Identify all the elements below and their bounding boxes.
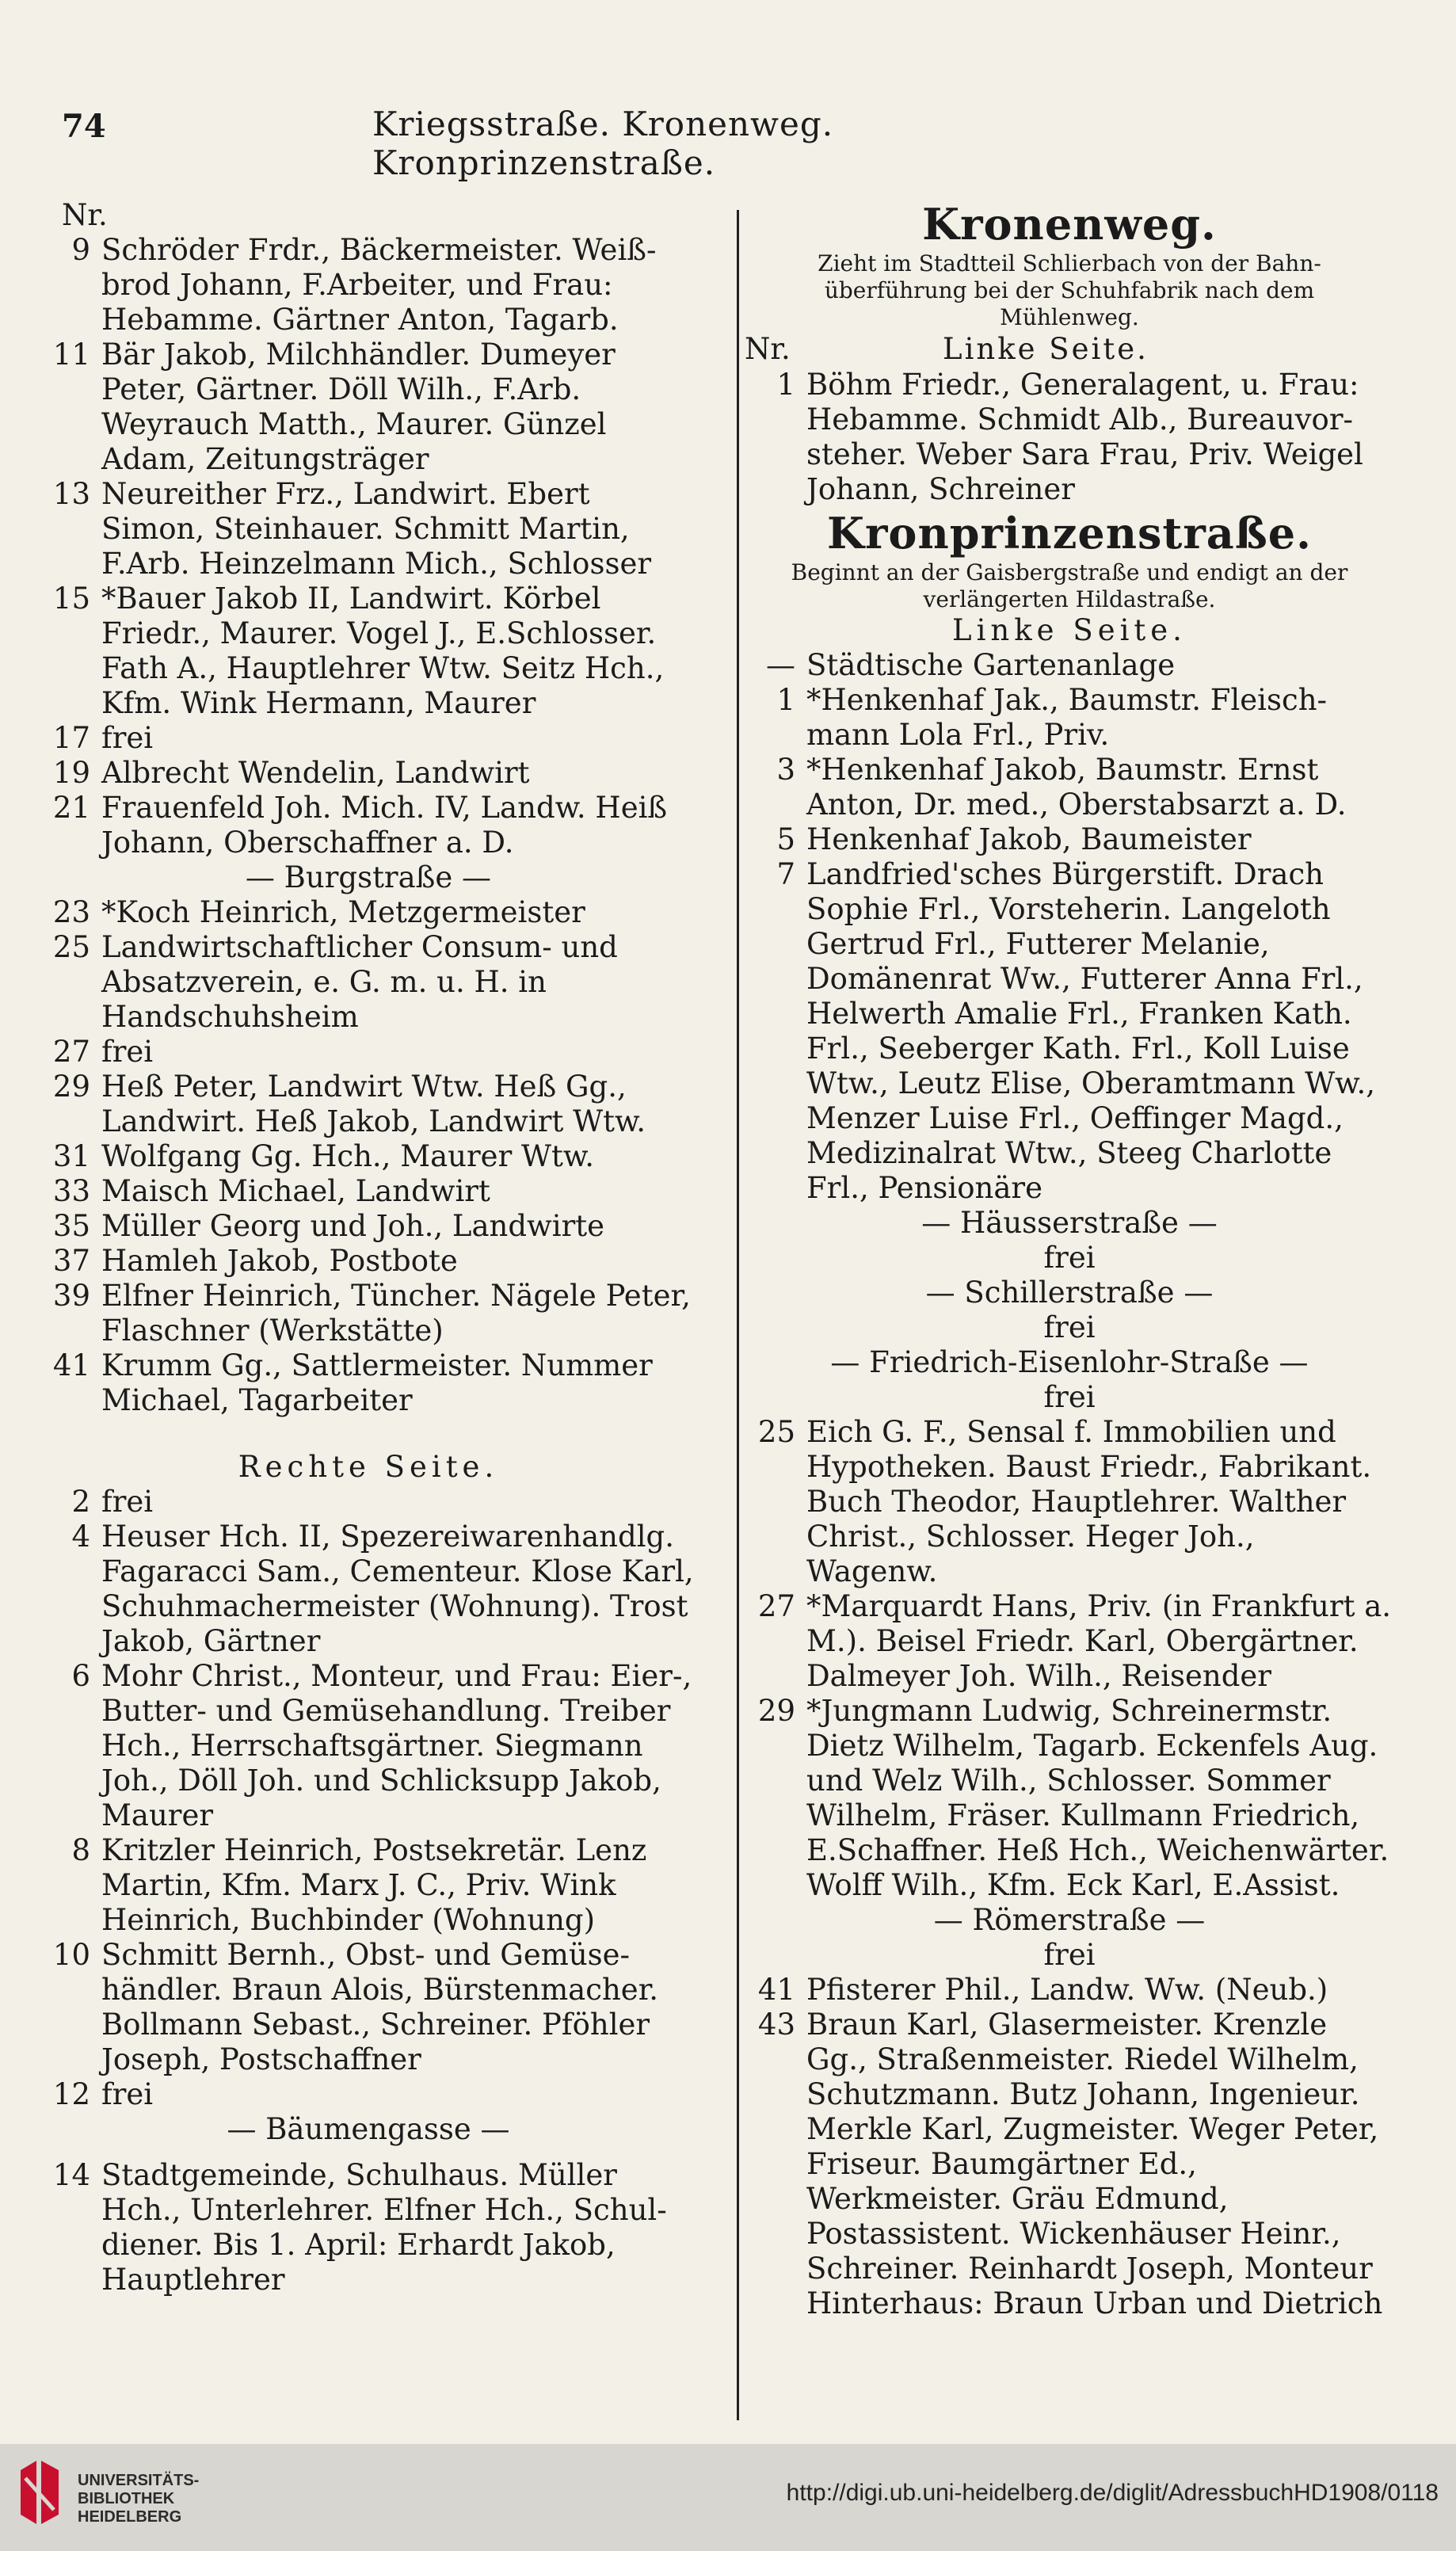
resident-text: Krumm Gg., Sattlermeister. Nummer Michael, Tagarbeiter xyxy=(101,1348,653,1417)
address-entry xyxy=(40,1279,697,1348)
house-number: 1 xyxy=(776,683,795,717)
house-number: 7 xyxy=(776,857,795,891)
resident-text: *Henkenhaf Jakob, Baumstr. Ernst Anton, Dr. med., Oberstabsarzt a. D. xyxy=(806,753,1347,822)
entries-b xyxy=(40,895,697,1418)
address-entry xyxy=(40,1139,697,1174)
house-number: 14 xyxy=(52,2158,90,2192)
resident-text: *Bauer Jakob II, Landwirt. Körbel Friedr., Maurer. Vogel J., E.Schlosser. Fath A., Hauptlehrer Wtw. Seitz Hch., Kfm. Wink Hermann, Maurer xyxy=(101,582,665,720)
address-entry xyxy=(40,1938,697,2077)
address-entry xyxy=(745,683,1394,753)
resident-text: Braun Karl, Glasermeister. Krenzle Gg., Straßenmeister. Riedel Wilhelm, Schutzmann. Butz Johann, Ingenieur. Merkle Karl, Zugmeister. Weger Peter, Friseur. Baumgärtner Ed., Werkmeister. Gräu Edmund, Postassistent. Wickenhäuser Heinr., Schreiner. Reinhardt Joseph, Monteur xyxy=(806,2008,1379,2286)
vacant-lot: frei xyxy=(1043,1241,1096,1275)
address-entry xyxy=(40,1035,697,1070)
house-number: 19 xyxy=(52,756,90,790)
left-column xyxy=(40,198,697,2297)
library-name-line: UNIVERSITÄTS- xyxy=(78,2472,200,2489)
house-number: 8 xyxy=(71,1833,90,1867)
house-number: 15 xyxy=(52,582,90,616)
library-name xyxy=(78,2472,199,2526)
address-entry xyxy=(40,1485,697,1520)
resident-text: *Marquardt Hans, Priv. (in Frankfurt a. M.). Beisel Friedr. Karl, Obergärtner. Dalmeyer Joh. Wilh., Reisender xyxy=(806,1589,1392,1693)
entries-d xyxy=(40,2158,697,2297)
side-heading-left: Linke Seite. xyxy=(952,613,1187,647)
address-entry xyxy=(745,857,1394,1206)
address-entry xyxy=(745,753,1394,822)
house-number: 21 xyxy=(52,791,90,825)
resident-text: Eich G. F., Sensal f. Immobilien und Hypotheken. Baust Friedr., Fabrikant. Buch Theodor, Hauptlehrer. Walther Christ., Schlosser. Heger Joh., Wagenw. xyxy=(806,1415,1372,1588)
house-number: 25 xyxy=(757,1415,795,1449)
address-entry xyxy=(40,337,697,477)
address-entry xyxy=(745,2008,1394,2286)
resident-text: *Jungmann Ludwig, Schreinermstr. Dietz Wilhelm, Tagarb. Eckenfels Aug. und Welz Wilh., Schlosser. Sommer Wilhelm, Fräser. Kullmann Friedrich, E.Schaffner. Heß Hch., Weichenwärter. Wolff Wilh., Kfm. Eck Karl, E.Assist. xyxy=(806,1694,1389,1902)
resident-text: frei xyxy=(101,2077,154,2111)
page-number: 74 xyxy=(62,108,106,145)
address-entry xyxy=(745,1694,1394,1903)
cross-street-roemerstrasse: — Römerstraße — xyxy=(933,1903,1206,1937)
kronenweg-entries xyxy=(745,368,1394,507)
house-number: 25 xyxy=(52,930,90,964)
side-heading-right: Rechte Seite. xyxy=(238,1450,499,1484)
section-description-kronprinzenstrasse: Beginnt an der Gaisbergstraße und endigt an der verlängerten Hildastraße. xyxy=(791,559,1348,612)
nr-label: Nr. xyxy=(62,198,108,232)
house-number: 4 xyxy=(71,1520,90,1554)
hinterhaus-line: Hinterhaus: Braun Urban und Dietrich xyxy=(806,2286,1383,2320)
house-number: 17 xyxy=(52,721,90,755)
cross-street-friedrich-eisenlohr-strasse: — Friedrich-Eisenlohr-Straße — xyxy=(830,1345,1309,1379)
address-entry xyxy=(40,1244,697,1279)
resident-text: Elfner Heinrich, Tüncher. Nägele Peter, Flaschner (Werkstätte) xyxy=(101,1279,691,1348)
house-number: 33 xyxy=(52,1174,90,1208)
resident-text: *Koch Heinrich, Metzgermeister xyxy=(101,895,585,929)
kp-entries-a xyxy=(745,648,1394,1206)
resident-text: Albrecht Wendelin, Landwirt xyxy=(101,756,530,790)
resident-text: Wolfgang Gg. Hch., Maurer Wtw. xyxy=(101,1139,594,1173)
address-entry xyxy=(40,2077,697,2112)
address-entry xyxy=(40,1070,697,1139)
house-number: 12 xyxy=(52,2077,90,2111)
resident-text: Maisch Michael, Landwirt xyxy=(101,1174,490,1208)
house-number: 3 xyxy=(776,753,795,787)
resident-text: *Henkenhaf Jak., Baumstr. Fleischmann Lola Frl., Priv. xyxy=(806,683,1328,752)
house-number: 1 xyxy=(776,368,795,402)
address-entry xyxy=(40,1174,697,1209)
house-number: 2 xyxy=(71,1485,90,1519)
address-entry xyxy=(40,895,697,930)
resident-text: Frauenfeld Joh. Mich. IV, Landw. Heiß Johann, Oberschaffner a. D. xyxy=(101,791,668,860)
resident-text: Mohr Christ., Monteur, und Frau: Eier-, Butter- und Gemüsehandlung. Treiber Hch., Herrschaftsgärtner. Siegmann Joh., Döll Joh. und Schlicksupp Jakob, Maurer xyxy=(101,1659,692,1832)
address-entry xyxy=(40,1520,697,1659)
house-number: 41 xyxy=(757,1973,795,2007)
house-number: 9 xyxy=(71,233,90,267)
resident-text: Schröder Frdr., Bäckermeister. Weißbrod Johann, F.Arbeiter, und Frau: Hebamme. Gärtner Anton, Tagarb. xyxy=(101,233,657,337)
entries-c xyxy=(40,1485,697,2112)
address-entry xyxy=(40,477,697,582)
house-number: 39 xyxy=(52,1279,90,1313)
resident-text: Schmitt Bernh., Obst- und Gemüsehändler. Braun Alois, Bürstenmacher. Bollmann Sebast., Schreiner. Pföhler Joseph, Postschaffner xyxy=(101,1938,659,2076)
resident-text: frei xyxy=(101,1485,154,1519)
side-heading-left: Linke Seite. xyxy=(943,332,1149,366)
address-entry xyxy=(40,930,697,1035)
house-number: — xyxy=(766,648,795,682)
page-running-title: Kriegsstraße. Kronenweg. Kronprinzenstraße. xyxy=(372,105,834,182)
side-heading-row xyxy=(745,331,1394,368)
house-number: 29 xyxy=(757,1694,795,1728)
resident-text: Hamleh Jakob, Postbote xyxy=(101,1244,458,1278)
resident-text: Landwirtschaftlicher Consum- und Absatzverein, e. G. m. u. H. in Handschuhsheim xyxy=(101,930,618,1034)
address-entry xyxy=(745,822,1394,857)
kp-entries-c xyxy=(745,1973,1394,2286)
address-entry xyxy=(40,721,697,756)
address-entry xyxy=(40,1833,697,1938)
library-name-line: HEIDELBERG xyxy=(78,2508,182,2526)
resident-text: frei xyxy=(101,721,154,755)
cross-street-burgstrasse: — Burgstraße — xyxy=(245,860,492,894)
resident-text: Landfried'sches Bürgerstift. Drach Sophie Frl., Vorsteherin. Langeloth Gertrud Frl., Futterer Melanie, Domänenrat Ww., Futterer Anna Frl., Helwerth Amalie Frl., Franken Kath. Frl., Seeberger Kath. Frl., Koll Luise Wtw., Leutz Elise, Oberamtmann Ww., Menzer Luise Frl., Oeffinger Magd., Medizinalrat Wtw., Steeg Charlotte Frl., Pensionäre xyxy=(806,857,1375,1205)
address-entry xyxy=(40,233,697,337)
house-number: 13 xyxy=(52,477,90,511)
university-library-logo-icon xyxy=(14,2454,65,2534)
logo-shape-left xyxy=(21,2461,36,2524)
address-entry xyxy=(40,1209,697,1244)
resident-text: frei xyxy=(101,1035,154,1069)
cross-street-baeumengasse: — Bäumengasse — xyxy=(227,2112,510,2146)
vacant-lot: frei xyxy=(1043,1380,1096,1414)
house-number: 27 xyxy=(757,1589,795,1623)
section-title-kronprinzenstrasse: Kronprinzenstraße. xyxy=(827,508,1312,559)
house-number: 23 xyxy=(52,895,90,929)
resident-text: Kritzler Heinrich, Postsekretär. Lenz Martin, Kfm. Marx J. C., Priv. Wink Heinrich, Buchbinder (Wohnung) xyxy=(101,1833,647,1937)
resident-text: Heuser Hch. II, Spezereiwarenhandlg. Fagaracci Sam., Cementeur. Klose Karl, Schuhmachermeister (Wohnung). Trost Jakob, Gärtner xyxy=(101,1520,694,1658)
address-entry xyxy=(40,1348,697,1418)
house-number: 10 xyxy=(52,1938,90,1972)
house-number: 31 xyxy=(52,1139,90,1173)
cross-street-haeusserstrasse: — Häusserstraße — xyxy=(921,1206,1218,1240)
source-url-link[interactable]: http://digi.ub.uni-heidelberg.de/diglit/AdressbuchHD1908/0118 xyxy=(786,2480,1439,2506)
house-number: 41 xyxy=(52,1348,90,1382)
nr-label: Nr. xyxy=(745,332,791,366)
house-number: 27 xyxy=(52,1035,90,1069)
address-entry xyxy=(40,2158,697,2297)
house-number: 6 xyxy=(71,1659,90,1693)
resident-text: Städtische Gartenanlage xyxy=(806,648,1176,682)
column-divider xyxy=(737,210,739,2420)
resident-text: Pfisterer Phil., Landw. Ww. (Neub.) xyxy=(806,1973,1328,2007)
resident-text: Böhm Friedr., Generalagent, u. Frau: Hebamme. Schmidt Alb., Bureauvorsteher. Weber Sara Frau, Priv. Weigel Johann, Schreiner xyxy=(806,368,1363,506)
library-name-line: BIBLIOTHEK xyxy=(78,2490,175,2507)
address-entry xyxy=(745,648,1394,683)
cross-street-schillerstrasse: — Schillerstraße — xyxy=(925,1276,1214,1310)
resident-text: Bär Jakob, Milchhändler. Dumeyer Peter, Gärtner. Döll Wilh., F.Arb. Weyrauch Matth., Maurer. Günzel Adam, Zeitungsträger xyxy=(101,337,616,476)
resident-text: Henkenhaf Jakob, Baumeister xyxy=(806,822,1252,856)
house-number: 11 xyxy=(52,337,90,372)
address-entry xyxy=(40,582,697,721)
kp-entries-b xyxy=(745,1415,1394,1903)
resident-text: Heß Peter, Landwirt Wtw. Heß Gg., Landwirt. Heß Jakob, Landwirt Wtw. xyxy=(101,1070,646,1138)
house-number: 43 xyxy=(757,2008,795,2042)
right-column xyxy=(745,198,1394,2321)
house-number: 5 xyxy=(776,822,795,856)
resident-text: Stadtgemeinde, Schulhaus. Müller Hch., Unterlehrer. Elfner Hch., Schuldiener. Bis 1. April: Erhardt Jakob, Hauptlehrer xyxy=(101,2158,667,2297)
resident-text: Neureither Frz., Landwirt. Ebert Simon, Steinhauer. Schmitt Martin, F.Arb. Heinzelmann Mich., Schlosser xyxy=(101,477,652,581)
address-entry xyxy=(40,756,697,791)
house-number: 37 xyxy=(52,1244,90,1278)
logo-mark-shapes xyxy=(21,2461,59,2524)
address-entry xyxy=(745,368,1394,507)
section-title-kronenweg: Kronenweg. xyxy=(922,199,1217,250)
house-number: 35 xyxy=(52,1209,90,1243)
address-entry xyxy=(745,1415,1394,1589)
house-number: 29 xyxy=(52,1070,90,1104)
address-entry xyxy=(40,1659,697,1833)
vacant-lot: frei xyxy=(1043,1938,1096,1972)
resident-text: Müller Georg und Joh., Landwirte xyxy=(101,1209,605,1243)
vacant-lot: frei xyxy=(1043,1310,1096,1344)
address-entry xyxy=(40,791,697,860)
logo-shape-right xyxy=(41,2461,59,2524)
address-entry xyxy=(745,1589,1394,1694)
entries-a xyxy=(40,233,697,860)
address-entry xyxy=(745,1973,1394,2008)
section-description-kronenweg: Zieht im Stadtteil Schlierbach von der Bahnüberführung bei der Schuhfabrik nach dem Mühlenweg. xyxy=(818,250,1321,330)
